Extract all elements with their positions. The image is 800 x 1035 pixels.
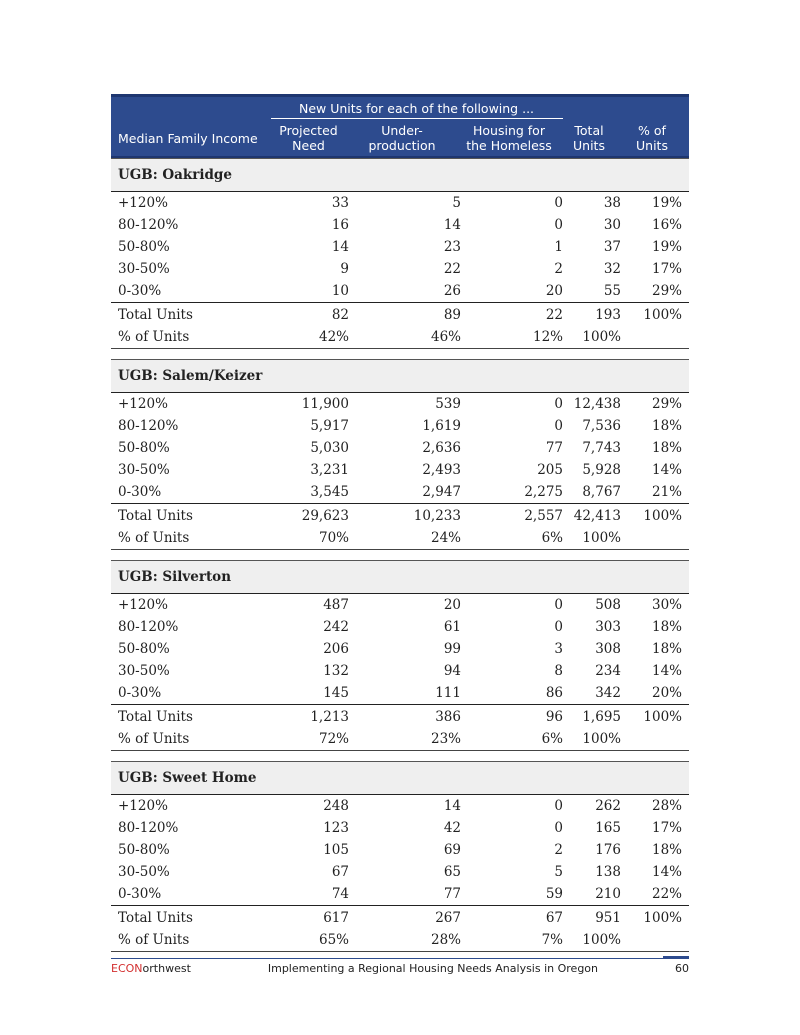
percent-row [111,326,689,349]
row-label: 0-30% [118,886,162,902]
row-label: % of Units [118,731,190,747]
cell-value: 100% [643,708,682,725]
table-row [111,682,689,704]
cell-value: 46% [430,329,461,345]
cell-value: 55 [603,283,621,299]
cell-value: 308 [595,641,621,657]
cell-value: 2,493 [422,462,461,478]
row-label: +120% [118,195,168,211]
header-projected-need: Projected Need [279,123,338,153]
cell-value: 8,767 [582,484,621,500]
cell-value: 7,536 [582,418,621,434]
cell-value: 5 [452,195,461,211]
row-label: % of Units [118,932,190,948]
table-row [111,437,689,459]
cell-value: 61 [443,619,461,635]
cell-value: 1,213 [310,708,349,725]
cell-value: 2,275 [524,484,563,500]
cell-value: 82 [331,306,349,323]
percent-row [111,929,689,952]
cell-value: 21% [651,484,682,500]
cell-value: 29% [651,396,682,412]
cell-value: 0 [554,798,563,814]
cell-value: 19% [651,239,682,255]
cell-value: 30 [603,217,621,233]
header-underproduction: Under- production [368,123,436,153]
cell-value: 342 [595,685,621,701]
cell-value: 7,743 [582,440,621,456]
cell-value: 6% [541,731,563,747]
row-label: 0-30% [118,685,162,701]
cell-value: 67 [331,864,349,880]
cell-value: 99 [443,641,461,657]
percent-row [111,527,689,550]
ugb-section [111,359,689,550]
cell-value: 74 [331,886,349,902]
row-label: % of Units [118,530,190,546]
cell-value: 165 [595,820,621,836]
cell-value: 8 [554,663,563,679]
row-label: 50-80% [118,641,170,657]
cell-value: 0 [554,597,563,613]
cell-value: 2,636 [422,440,461,456]
row-label: 30-50% [118,261,170,277]
row-label: Total Units [118,507,193,524]
cell-value: 0 [554,217,563,233]
table-row [111,236,689,258]
total-row [111,302,689,326]
row-label: 0-30% [118,283,162,299]
table-row [111,415,689,437]
table-row [111,214,689,236]
table-row [111,258,689,280]
cell-value: 5,928 [582,462,621,478]
cell-value: 3 [554,641,563,657]
cell-value: 303 [595,619,621,635]
cell-value: 2 [554,261,563,277]
cell-value: 2,557 [524,507,563,524]
cell-value: 242 [323,619,349,635]
cell-value: 17% [651,261,682,277]
cell-value: 12,438 [573,396,621,412]
section-title: UGB: Salem/Keizer [111,359,689,393]
cell-value: 89 [443,306,461,323]
row-label: 30-50% [118,663,170,679]
cell-value: 32 [603,261,621,277]
cell-value: 132 [323,663,349,679]
cell-value: 72% [318,731,349,747]
cell-value: 19% [651,195,682,211]
row-label: 30-50% [118,462,170,478]
cell-value: 20 [443,597,461,613]
cell-value: 17% [651,820,682,836]
group-header-label: New Units for each of the following ... [298,101,535,116]
table-row [111,594,689,616]
cell-value: 30% [651,597,682,613]
footer-brand: ECONorthwest [111,962,191,975]
cell-value: 0 [554,195,563,211]
cell-value: 100% [582,731,621,747]
table-row [111,481,689,503]
cell-value: 5,030 [310,440,349,456]
cell-value: 100% [582,530,621,546]
cell-value: 16% [651,217,682,233]
footer-rule-accent [663,956,689,958]
cell-value: 65 [443,864,461,880]
header-total-units: Total Units [573,123,605,153]
header-housing-homeless: Housing for the Homeless [466,123,552,153]
row-label: % of Units [118,329,190,345]
cell-value: 18% [651,842,682,858]
table-row [111,638,689,660]
cell-value: 42,413 [573,507,621,524]
ugb-section [111,761,689,952]
cell-value: 0 [554,619,563,635]
row-label: 80-120% [118,418,179,434]
footer-page-number: 60 [674,962,689,975]
cell-value: 248 [323,798,349,814]
cell-value: 539 [435,396,461,412]
cell-value: 210 [595,886,621,902]
row-label: +120% [118,798,168,814]
cell-value: 59 [545,886,563,902]
cell-value: 65% [318,932,349,948]
ugb-section [111,560,689,751]
cell-value: 193 [595,306,621,323]
cell-value: 33 [331,195,349,211]
cell-value: 3,231 [310,462,349,478]
table-row [111,839,689,861]
row-label: 50-80% [118,440,170,456]
table-row [111,795,689,817]
cell-value: 20% [651,685,682,701]
cell-value: 22 [545,306,563,323]
cell-value: 7% [541,932,563,948]
cell-value: 86 [545,685,563,701]
cell-value: 123 [323,820,349,836]
cell-value: 10,233 [413,507,461,524]
total-row [111,503,689,527]
table-row [111,883,689,905]
cell-value: 14% [651,864,682,880]
cell-value: 11,900 [301,396,349,412]
table-row [111,192,689,214]
table-row [111,280,689,302]
cell-value: 205 [537,462,563,478]
row-label: 0-30% [118,484,162,500]
cell-value: 386 [435,708,461,725]
header-median-family-income: Median Family Income [118,130,258,146]
cell-value: 0 [554,820,563,836]
cell-value: 22 [443,261,461,277]
table-row [111,393,689,415]
cell-value: 0 [554,396,563,412]
cell-value: 2 [554,842,563,858]
page-footer [111,958,689,975]
housing-needs-table [111,94,689,952]
cell-value: 77 [545,440,563,456]
cell-value: 1,695 [582,708,621,725]
cell-value: 234 [595,663,621,679]
group-header-rule [271,118,563,119]
table-row [111,616,689,638]
cell-value: 14 [443,217,461,233]
cell-value: 24% [430,530,461,546]
cell-value: 3,545 [310,484,349,500]
cell-value: 37 [603,239,621,255]
cell-value: 100% [582,932,621,948]
cell-value: 951 [595,909,621,926]
cell-value: 16 [331,217,349,233]
footer-document-title: Implementing a Regional Housing Needs Analysis in Oregon [267,962,599,975]
cell-value: 28% [430,932,461,948]
row-label: Total Units [118,909,193,926]
cell-value: 18% [651,641,682,657]
cell-value: 176 [595,842,621,858]
cell-value: 94 [443,663,461,679]
table-body [111,158,689,952]
cell-value: 20 [545,283,563,299]
cell-value: 23% [430,731,461,747]
cell-value: 14% [651,663,682,679]
row-label: +120% [118,597,168,613]
cell-value: 10 [331,283,349,299]
row-label: 50-80% [118,842,170,858]
cell-value: 18% [651,440,682,456]
header-pct-units: % of Units [636,123,668,153]
cell-value: 38 [603,195,621,211]
cell-value: 145 [323,685,349,701]
cell-value: 9 [340,261,349,277]
cell-value: 267 [435,909,461,926]
row-label: 80-120% [118,217,179,233]
cell-value: 2,947 [422,484,461,500]
row-label: Total Units [118,306,193,323]
cell-value: 67 [545,909,563,926]
cell-value: 5,917 [310,418,349,434]
table-row [111,459,689,481]
cell-value: 1,619 [422,418,461,434]
cell-value: 508 [595,597,621,613]
ugb-section [111,158,689,349]
cell-value: 23 [443,239,461,255]
cell-value: 100% [582,329,621,345]
row-label: 30-50% [118,864,170,880]
cell-value: 18% [651,619,682,635]
cell-value: 18% [651,418,682,434]
row-label: 50-80% [118,239,170,255]
cell-value: 617 [323,909,349,926]
cell-value: 96 [545,708,563,725]
cell-value: 26 [443,283,461,299]
cell-value: 14% [651,462,682,478]
cell-value: 100% [643,306,682,323]
cell-value: 22% [651,886,682,902]
cell-value: 0 [554,418,563,434]
row-label: Total Units [118,708,193,725]
total-row [111,905,689,929]
row-label: +120% [118,396,168,412]
table-row [111,660,689,682]
cell-value: 138 [595,864,621,880]
total-row [111,704,689,728]
cell-value: 105 [323,842,349,858]
cell-value: 100% [643,909,682,926]
footer-rule [111,958,689,959]
cell-value: 12% [532,329,563,345]
cell-value: 262 [595,798,621,814]
cell-value: 70% [318,530,349,546]
cell-value: 14 [443,798,461,814]
table-row [111,861,689,883]
section-title: UGB: Sweet Home [111,761,689,795]
cell-value: 1 [554,239,563,255]
table-row [111,817,689,839]
row-label: 80-120% [118,619,179,635]
section-title: UGB: Oakridge [111,158,689,192]
cell-value: 6% [541,530,563,546]
cell-value: 100% [643,507,682,524]
cell-value: 69 [443,842,461,858]
cell-value: 29% [651,283,682,299]
percent-row [111,728,689,751]
cell-value: 14 [331,239,349,255]
cell-value: 28% [651,798,682,814]
cell-value: 5 [554,864,563,880]
cell-value: 42 [443,820,461,836]
section-title: UGB: Silverton [111,560,689,594]
cell-value: 206 [323,641,349,657]
cell-value: 487 [323,597,349,613]
cell-value: 42% [318,329,349,345]
row-label: 80-120% [118,820,179,836]
cell-value: 111 [435,685,461,701]
cell-value: 29,623 [301,507,349,524]
cell-value: 77 [443,886,461,902]
table-header [111,94,689,158]
